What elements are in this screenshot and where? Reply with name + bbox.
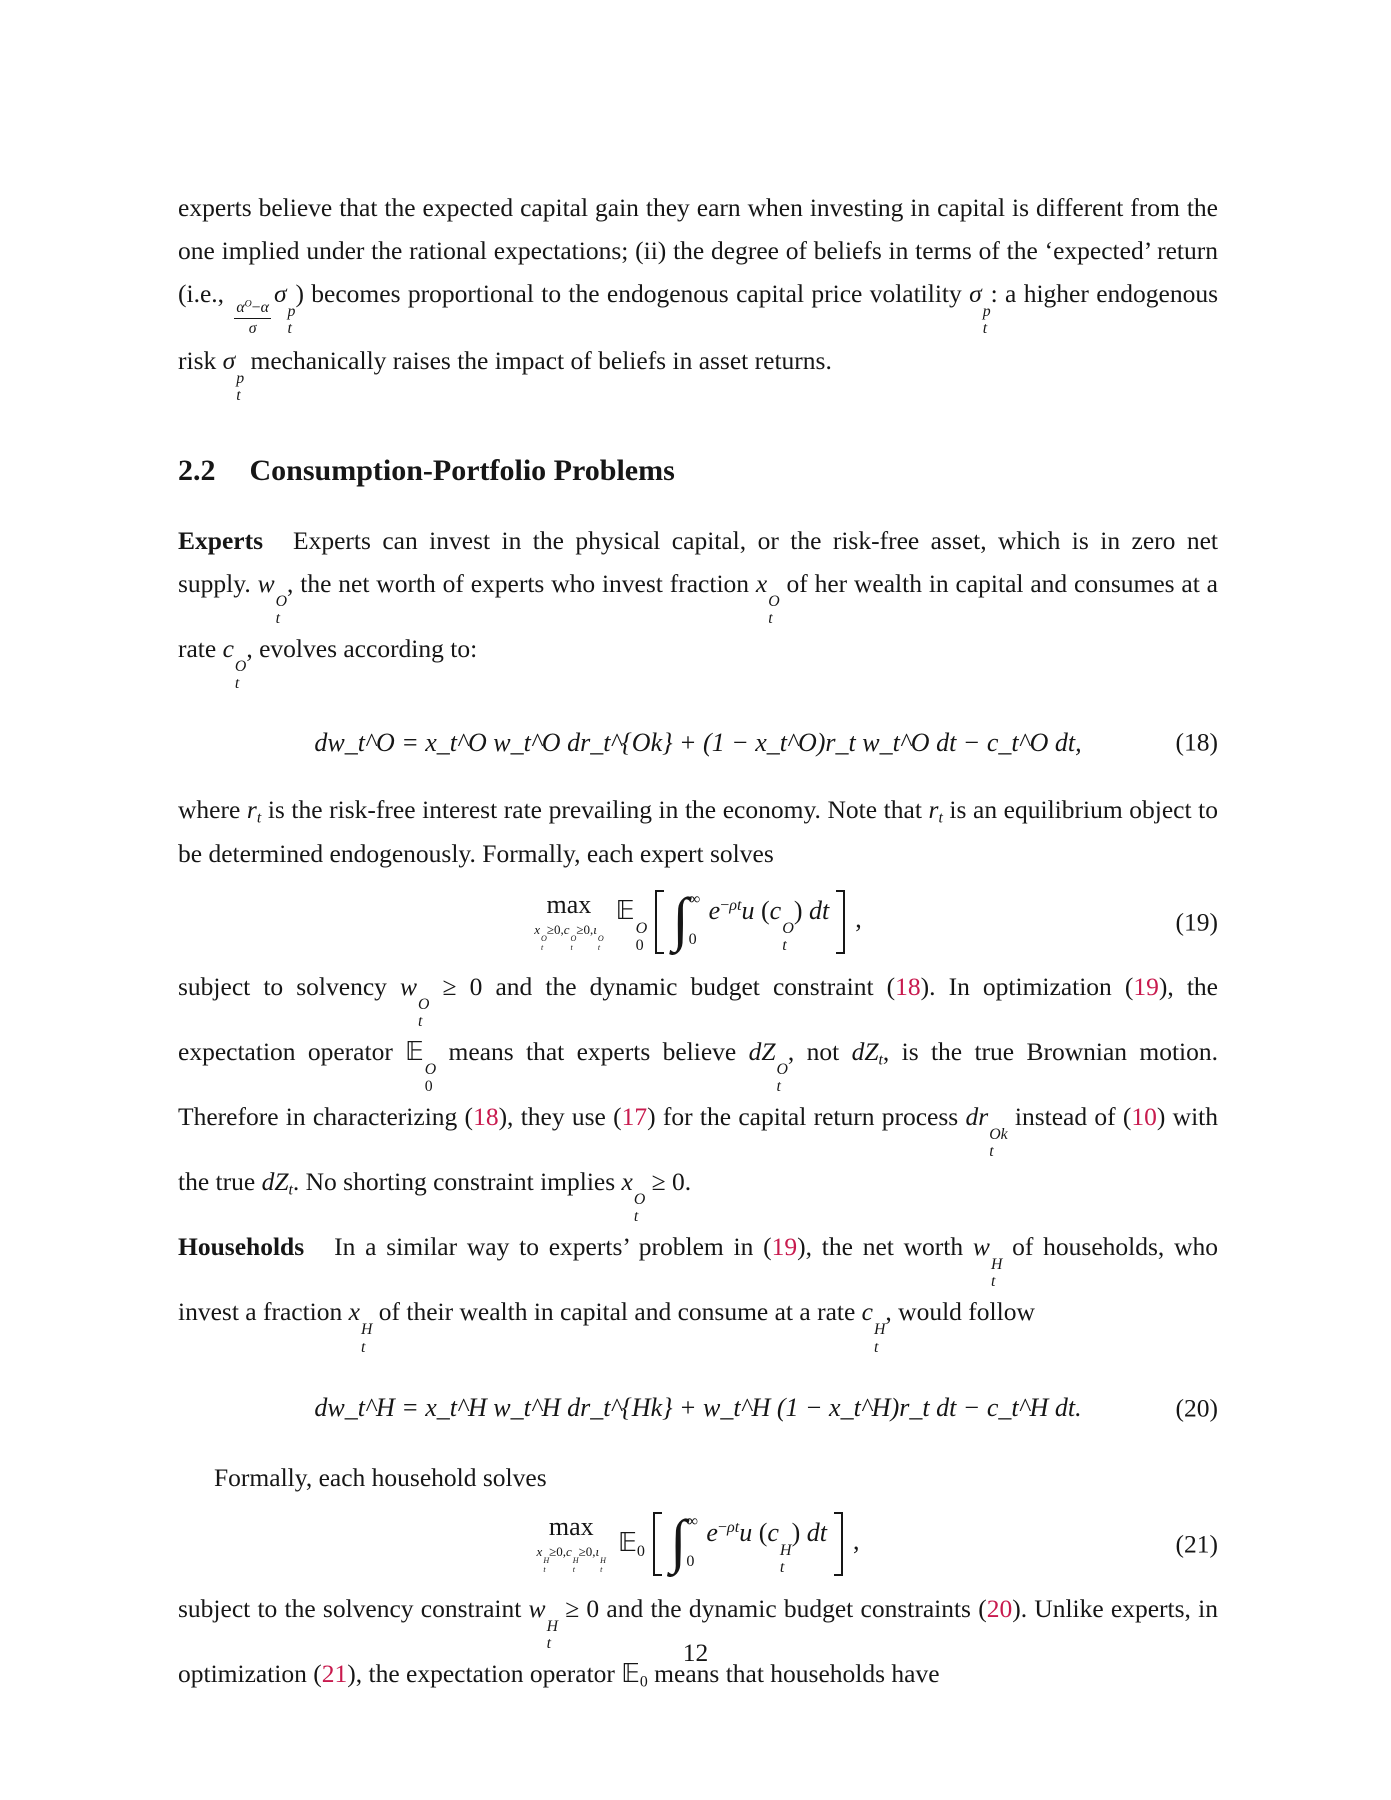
equation-ref-link[interactable]: 17 <box>621 1102 648 1132</box>
max-operator-experts <box>534 891 603 952</box>
equation-21 <box>178 1508 1218 1577</box>
equation-ref-link[interactable]: 18 <box>895 971 921 1001</box>
equation-21-number: (21) <box>1175 1529 1218 1559</box>
equation-18 <box>178 721 1218 765</box>
right-bracket-icon <box>834 1512 843 1576</box>
equation-20-number: (20) <box>1175 1393 1218 1422</box>
equation-20 <box>178 1386 1218 1430</box>
expectation-operator: 𝔼$_0$ <box>617 1528 645 1561</box>
equation-ref-link[interactable]: 18 <box>473 1102 499 1132</box>
equation-tail: , <box>855 903 862 933</box>
integral-expression: ∫ ∞ 0 $e^{-\rho t}u$ (c O t ) dt <box>672 886 830 955</box>
section-number: 2.2 <box>178 454 216 488</box>
paragraph-experts <box>178 519 1218 692</box>
integral-expression: ∫ ∞ 0 $e^{-\rho t}u$ (c H t ) dt <box>669 1508 827 1577</box>
page-number: 12 <box>682 1638 709 1667</box>
equation-ref-link[interactable]: 19 <box>771 1232 798 1262</box>
equation-18-body: dw_t^O = x_t^O w_t^O dr_t^{Ok} + (1 − x_t^O)r_t w_t^O dt − c_t^O dt, <box>314 727 1082 757</box>
text-block <box>178 186 1218 1696</box>
paragraph-where: where $r_t$ is the risk-free interest rate prevailing in the economy. Note that $r_t$ is an equilibrium object to be determined endogenously. Formally, each expert solves <box>178 795 1218 868</box>
right-bracket-icon <box>836 890 845 954</box>
equation-21-content <box>536 1508 860 1577</box>
equation-ref-link[interactable]: 19 <box>1133 971 1159 1001</box>
equation-ref-link[interactable]: 10 <box>1131 1102 1157 1132</box>
paragraph-subject-experts: subject to solvency w O t ≥ 0 and the dynamic budget constraint (18). In optimization (19), the expectation operator 𝔼 O 0 means that experts believe dZ O t , not $dZ_t$, is the true Brownian motion. Therefore in characterizing (18), they use (17) for the capital return process dr Ok t instead of (10) with the true $dZ_t$. No shorting constraint implies x O t ≥ 0. <box>178 971 1219 1226</box>
expectation-operator: 𝔼 O 0 <box>615 895 648 955</box>
equation-20-body: dw_t^H = x_t^H w_t^H dr_t^{Hk} + w_t^H (1 − x_t^H)r_t dt − c_t^H dt. <box>314 1392 1082 1422</box>
experts-label: Experts <box>178 526 263 556</box>
equation-19 <box>178 886 1218 955</box>
section-title: Consumption-Portfolio Problems <box>249 454 675 488</box>
equation-19-number: (19) <box>1175 907 1218 937</box>
paragraph-formally: Formally, each household solves <box>214 1462 547 1492</box>
equation-tail: , <box>852 1525 860 1555</box>
equation-18-number: (18) <box>1175 727 1218 757</box>
left-bracket-icon <box>655 890 664 954</box>
max-constraint: x H t ≥0,c H t ≥0,ι H t <box>536 1543 606 1574</box>
households-text: In a similar way to experts’ problem in (19), the net worth w H t of households, who invest a fraction x H t of their wealth in capital and consume at a rate c H t , would follow <box>178 1232 1218 1356</box>
max-label: max <box>548 1512 594 1542</box>
equation-19-content <box>534 886 862 955</box>
equation-ref-link[interactable]: 20 <box>986 1593 1013 1623</box>
max-label: max <box>546 890 592 920</box>
paragraph-intro: experts believe that the expected capital gain they earn when investing in capital is different from the one implied under the rational expectations; (ii) the degree of beliefs in terms of the ‘expected’ return (i.e., $\frac{\alpha^O-\alpha}{\sigma}$ σ p t ) becomes proportional to the endogenous capital price volatility σ p t : a higher endogenous risk σ p t mechanically raises the impact of beliefs in asset returns. <box>178 193 1219 405</box>
max-operator-households <box>537 1513 606 1574</box>
paragraph-subject-households: subject to the solvency constraint w H t ≥ 0 and the dynamic budget constraints (20). Unlike experts, in optimization (21), the expectation operator 𝔼$_0$ means that households have <box>178 1593 1218 1691</box>
equation-ref-link[interactable]: 21 <box>321 1658 348 1688</box>
households-label: Households <box>178 1232 305 1262</box>
max-constraint: x O t ≥0,c O t ≥0,ι O t <box>534 921 604 952</box>
left-bracket-icon <box>653 1512 662 1576</box>
experts-text: Experts can invest in the physical capital, or the risk-free asset, which is in zero net supply. w O t , the net worth of experts who invest fraction x O t of her wealth in capital and consumes at a rate c O t , evolves according to: <box>178 526 1218 693</box>
section-heading <box>178 454 1218 487</box>
paragraph-households <box>178 1225 1218 1355</box>
